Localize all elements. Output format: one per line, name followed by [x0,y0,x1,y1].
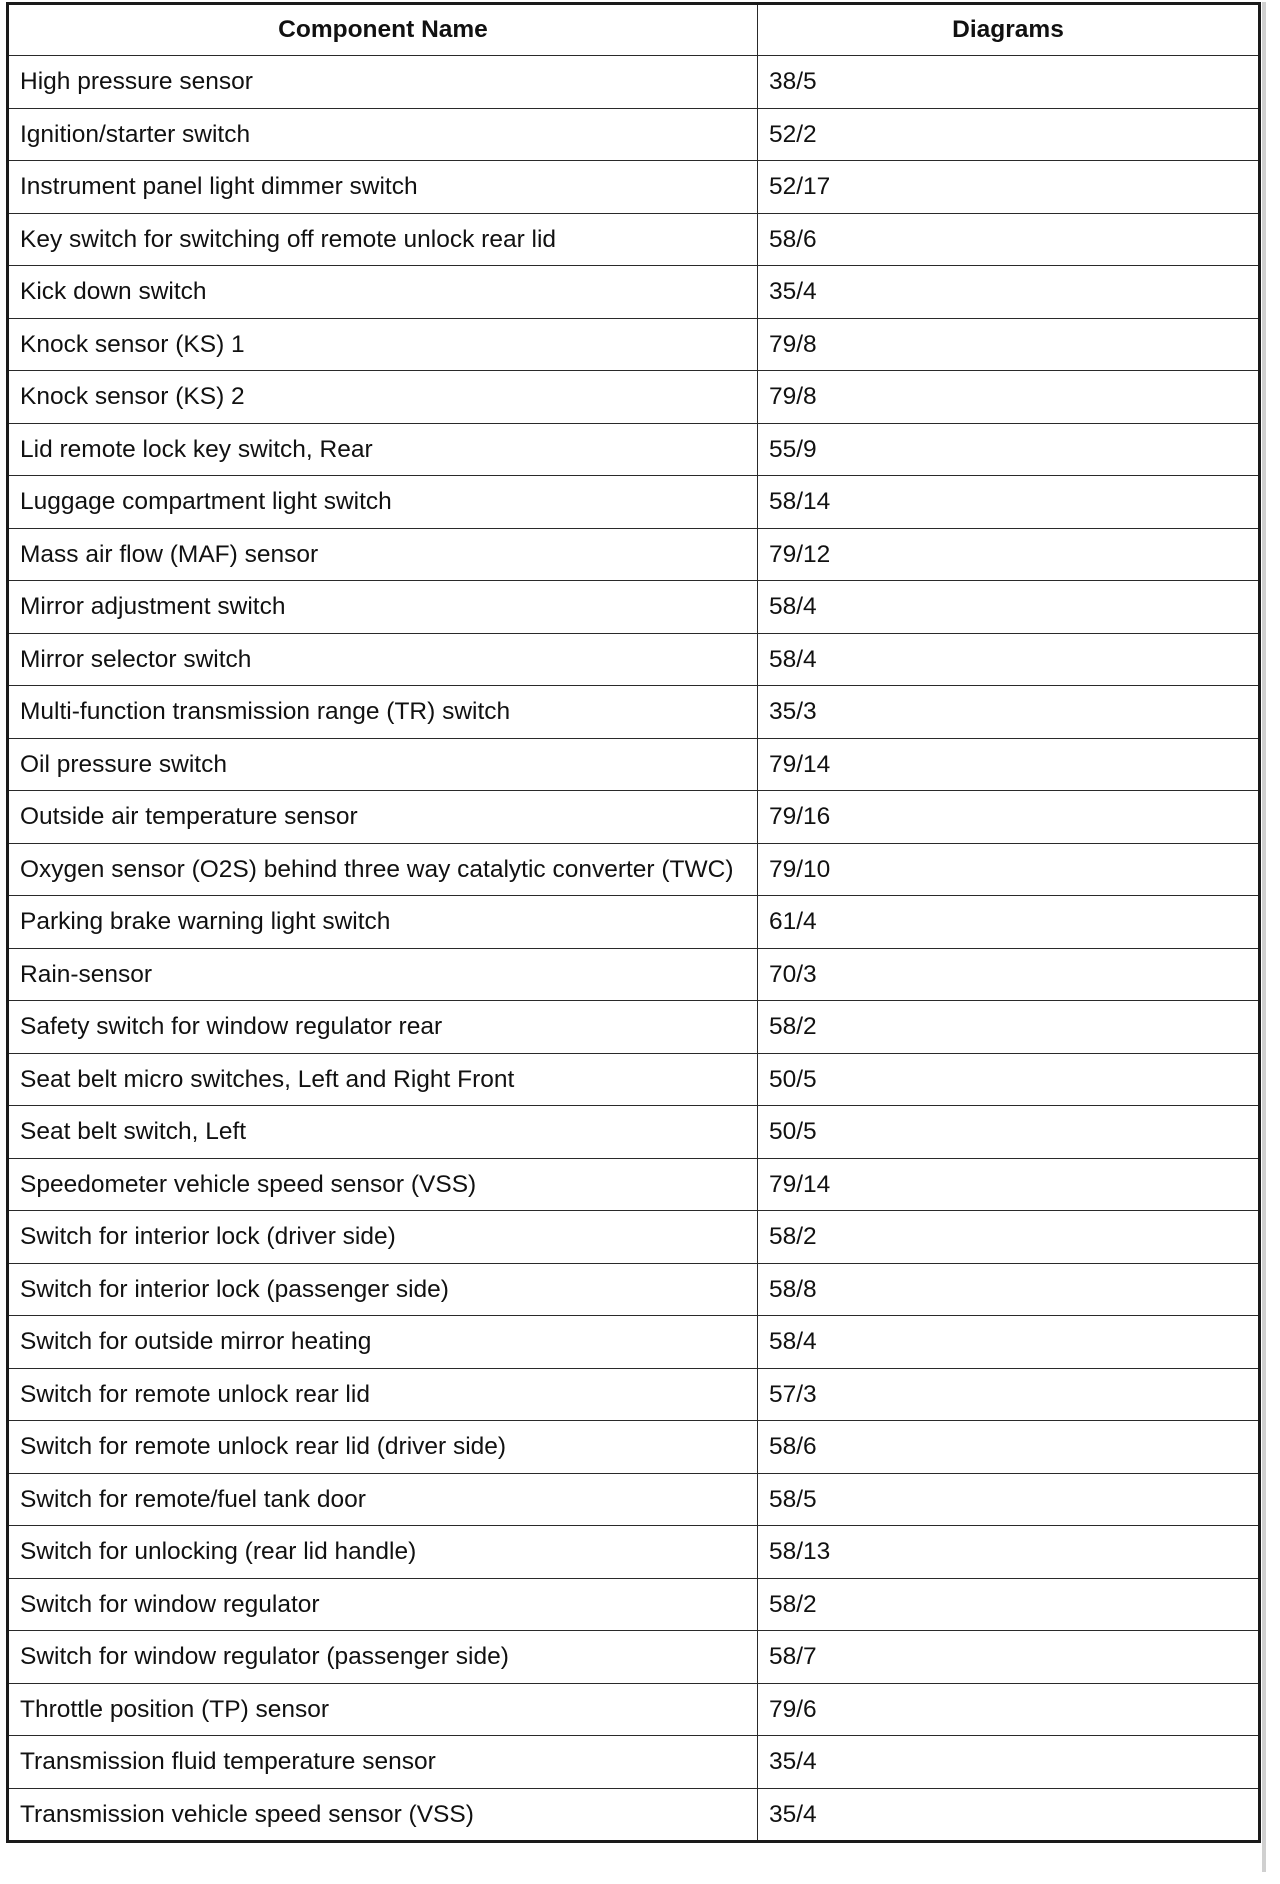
component-name-cell: Outside air temperature sensor [8,791,758,844]
component-name-cell: Switch for remote unlock rear lid (driver side) [8,1421,758,1474]
component-name-cell: Ignition/starter switch [8,108,758,161]
diagram-reference-cell: 61/4 [758,896,1260,949]
table-row [8,1736,1260,1789]
component-name-cell: Luggage compartment light switch [8,476,758,529]
component-name-cell: Key switch for switching off remote unlock rear lid [8,213,758,266]
diagram-reference-cell: 35/4 [758,266,1260,319]
diagram-reference-cell: 50/5 [758,1106,1260,1159]
table-row [8,1631,1260,1684]
table-row [8,896,1260,949]
component-name-cell: Instrument panel light dimmer switch [8,161,758,214]
table-row [8,1578,1260,1631]
diagram-reference-cell: 79/12 [758,528,1260,581]
diagram-reference-cell: 52/17 [758,161,1260,214]
component-name-cell: Switch for interior lock (passenger side) [8,1263,758,1316]
table-row [8,738,1260,791]
diagram-reference-cell: 58/13 [758,1526,1260,1579]
component-name-cell: Rain-sensor [8,948,758,1001]
component-diagram-table [6,2,1261,1843]
diagram-reference-cell: 58/5 [758,1473,1260,1526]
diagram-reference-cell: 79/14 [758,738,1260,791]
table-row [8,1421,1260,1474]
table-row [8,318,1260,371]
component-name-cell: Seat belt micro switches, Left and Right Front [8,1053,758,1106]
diagram-reference-cell: 50/5 [758,1053,1260,1106]
component-name-cell: Switch for remote unlock rear lid [8,1368,758,1421]
component-name-cell: Throttle position (TP) sensor [8,1683,758,1736]
diagram-reference-cell: 57/3 [758,1368,1260,1421]
table-row [8,1106,1260,1159]
diagram-reference-cell: 35/4 [758,1736,1260,1789]
diagram-reference-cell: 79/8 [758,371,1260,424]
component-name-cell: Parking brake warning light switch [8,896,758,949]
column-header-diagrams: Diagrams [758,4,1260,56]
component-name-cell: Knock sensor (KS) 2 [8,371,758,424]
diagram-reference-cell: 58/2 [758,1001,1260,1054]
diagram-reference-cell: 58/7 [758,1631,1260,1684]
table-row [8,1263,1260,1316]
diagram-reference-cell: 58/4 [758,633,1260,686]
diagram-reference-cell: 79/8 [758,318,1260,371]
column-header-component-name: Component Name [8,4,758,56]
table-row [8,843,1260,896]
table-row [8,1526,1260,1579]
table-row [8,213,1260,266]
component-name-cell: Kick down switch [8,266,758,319]
component-name-cell: Knock sensor (KS) 1 [8,318,758,371]
table-row [8,108,1260,161]
diagram-reference-cell: 58/4 [758,581,1260,634]
table-row [8,1683,1260,1736]
component-name-cell: Seat belt switch, Left [8,1106,758,1159]
component-name-cell: Switch for unlocking (rear lid handle) [8,1526,758,1579]
table-row [8,371,1260,424]
diagram-reference-cell: 79/10 [758,843,1260,896]
diagram-reference-cell: 58/6 [758,213,1260,266]
diagram-reference-cell: 35/4 [758,1788,1260,1842]
table-row [8,948,1260,1001]
component-name-cell: Lid remote lock key switch, Rear [8,423,758,476]
component-name-cell: Mirror selector switch [8,633,758,686]
page-edge-shadow [1262,2,1266,1872]
table-row [8,686,1260,739]
table-row [8,1001,1260,1054]
table-row [8,1788,1260,1842]
table-row [8,1473,1260,1526]
diagram-reference-cell: 58/8 [758,1263,1260,1316]
table-row [8,161,1260,214]
table-row [8,791,1260,844]
diagram-reference-cell: 79/16 [758,791,1260,844]
component-name-cell: Speedometer vehicle speed sensor (VSS) [8,1158,758,1211]
diagram-reference-cell: 52/2 [758,108,1260,161]
component-name-cell: Switch for remote/fuel tank door [8,1473,758,1526]
table-row [8,266,1260,319]
component-name-cell: Transmission vehicle speed sensor (VSS) [8,1788,758,1842]
diagram-reference-cell: 58/14 [758,476,1260,529]
diagram-reference-cell: 70/3 [758,948,1260,1001]
table-header-row [8,4,1260,56]
diagram-reference-cell: 55/9 [758,423,1260,476]
diagram-reference-cell: 58/6 [758,1421,1260,1474]
diagram-reference-cell: 35/3 [758,686,1260,739]
table-row [8,1316,1260,1369]
component-name-cell: High pressure sensor [8,56,758,109]
table-row [8,1368,1260,1421]
table-row [8,423,1260,476]
table-row [8,1211,1260,1264]
diagram-reference-cell: 58/2 [758,1211,1260,1264]
document-page [6,2,1258,1875]
table-row [8,581,1260,634]
table-row [8,633,1260,686]
table-row [8,56,1260,109]
diagram-reference-cell: 38/5 [758,56,1260,109]
diagram-reference-cell: 79/14 [758,1158,1260,1211]
table-body [8,56,1260,1842]
component-name-cell: Switch for window regulator [8,1578,758,1631]
table-row [8,1158,1260,1211]
table-row [8,528,1260,581]
diagram-reference-cell: 79/6 [758,1683,1260,1736]
table-row [8,1053,1260,1106]
component-name-cell: Oil pressure switch [8,738,758,791]
component-name-cell: Transmission fluid temperature sensor [8,1736,758,1789]
component-name-cell: Mass air flow (MAF) sensor [8,528,758,581]
table-row [8,476,1260,529]
component-name-cell: Oxygen sensor (O2S) behind three way catalytic converter (TWC) [8,843,758,896]
component-name-cell: Switch for window regulator (passenger side) [8,1631,758,1684]
diagram-reference-cell: 58/4 [758,1316,1260,1369]
component-name-cell: Mirror adjustment switch [8,581,758,634]
component-name-cell: Multi-function transmission range (TR) switch [8,686,758,739]
component-name-cell: Switch for outside mirror heating [8,1316,758,1369]
component-name-cell: Safety switch for window regulator rear [8,1001,758,1054]
component-name-cell: Switch for interior lock (driver side) [8,1211,758,1264]
diagram-reference-cell: 58/2 [758,1578,1260,1631]
